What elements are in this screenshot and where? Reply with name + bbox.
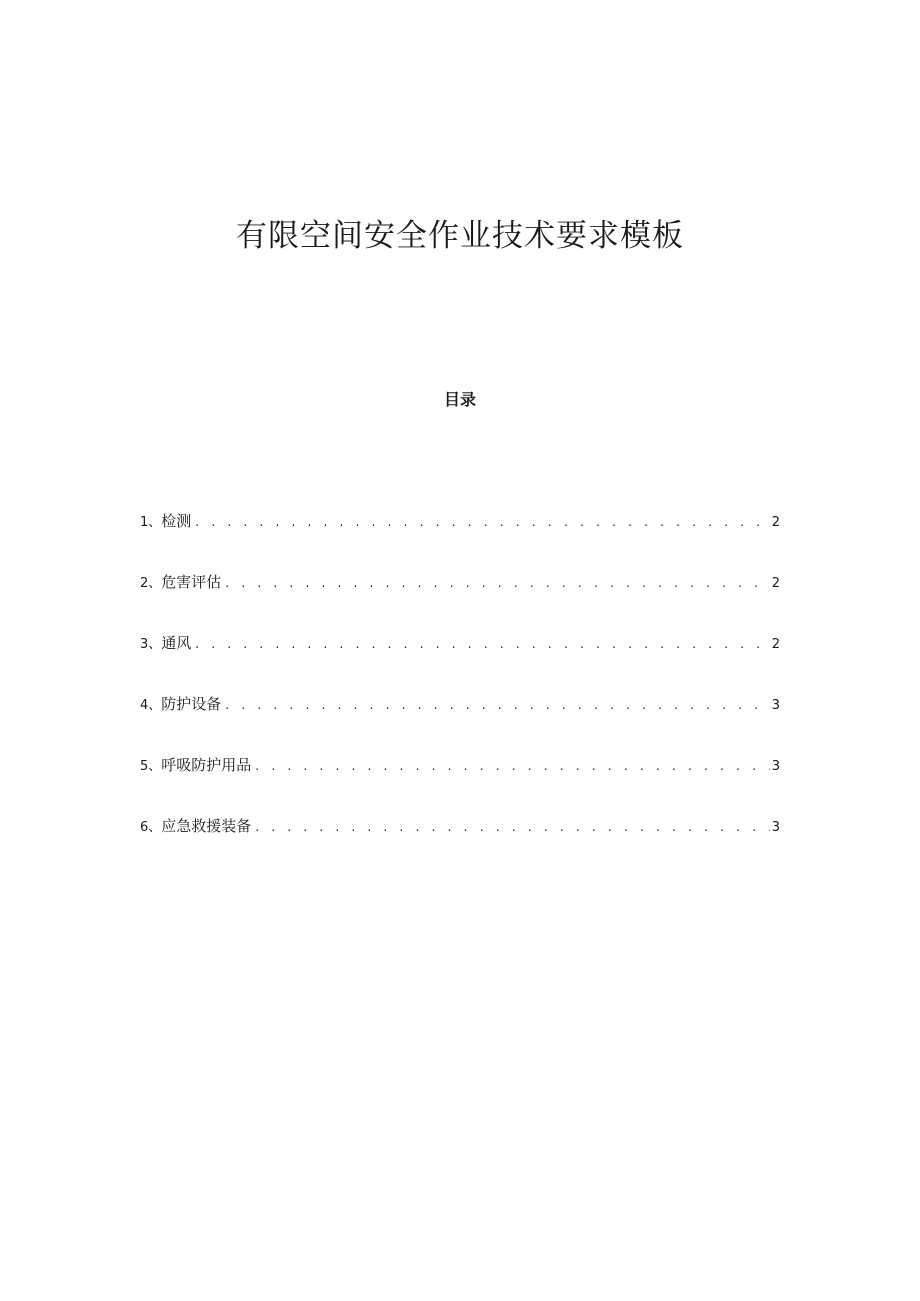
toc-dot-leader — [255, 754, 769, 778]
toc-entry[interactable] — [140, 509, 780, 570]
toc-entry-label: 防护设备 — [161, 695, 222, 713]
toc-heading: 目录 — [443, 390, 476, 409]
toc-entry[interactable] — [140, 692, 780, 753]
toc-entry-label: 检测 — [161, 512, 192, 530]
toc-entry-page: 3 — [771, 759, 780, 774]
toc-dot-leader — [195, 632, 769, 656]
toc-dot-leader — [225, 693, 769, 717]
toc-entry-number: 1、 — [140, 515, 162, 530]
toc-entry-page: 3 — [771, 698, 780, 713]
toc-entry-number: 3、 — [140, 637, 162, 652]
toc-dot-leader — [225, 571, 769, 595]
toc-dot-leader — [195, 510, 769, 534]
toc-entry-label: 通风 — [161, 634, 192, 652]
toc-entry-page: 2 — [771, 515, 780, 530]
toc-entry-number: 4、 — [140, 698, 162, 713]
table-of-contents — [140, 509, 780, 875]
toc-dot-leader — [255, 815, 769, 839]
document-title: 有限空间安全作业技术要求模板 — [236, 218, 684, 254]
toc-entry-number: 5、 — [140, 759, 162, 774]
toc-entry-number: 2、 — [140, 576, 162, 591]
toc-entry-page: 3 — [771, 820, 780, 835]
toc-entry[interactable] — [140, 570, 780, 631]
toc-entry[interactable] — [140, 753, 780, 814]
toc-entry-label: 呼吸防护用品 — [161, 756, 252, 774]
toc-entry-page: 2 — [771, 576, 780, 591]
toc-entry[interactable] — [140, 631, 780, 692]
toc-entry-label: 危害评估 — [161, 573, 222, 591]
toc-entry[interactable] — [140, 814, 780, 875]
toc-entry-number: 6、 — [140, 820, 162, 835]
toc-entry-page: 2 — [771, 637, 780, 652]
toc-entry-label: 应急救援装备 — [161, 817, 252, 835]
